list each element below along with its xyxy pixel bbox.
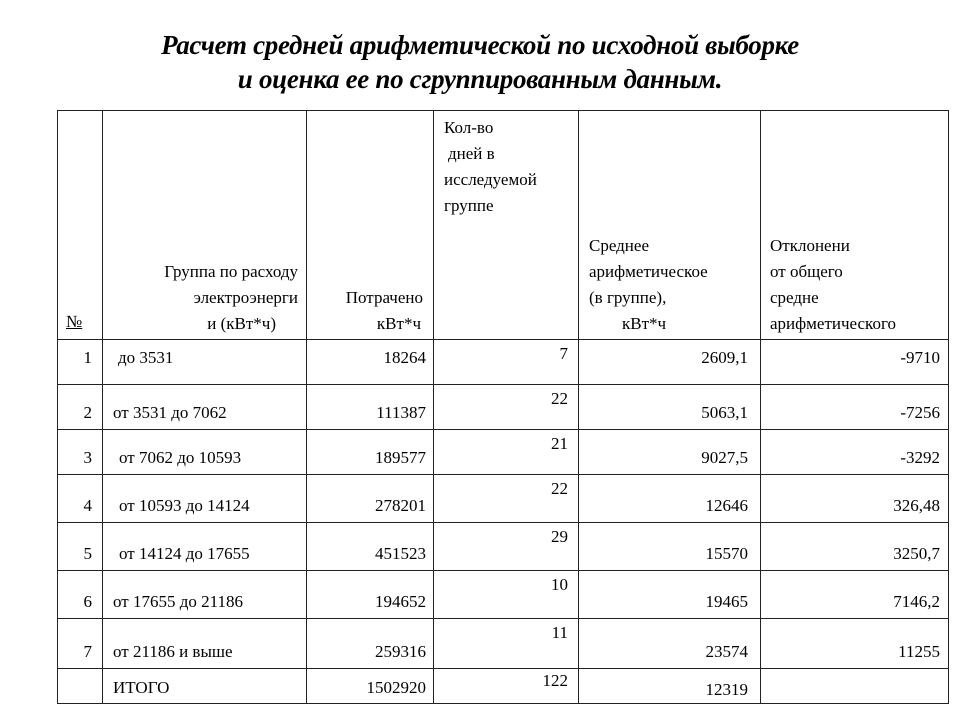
- header-deviation: Отклонени от общего средне арифметического: [761, 111, 949, 340]
- row-no: 4: [83, 496, 92, 515]
- row-group: от 17655 до 21186: [113, 592, 243, 611]
- row-spent: 259316: [375, 642, 426, 661]
- header-spent: Потрачено кВт*ч: [307, 111, 434, 340]
- header-mean: Среднее арифметическое (в группе), кВт*ч: [579, 111, 761, 340]
- row-deviation: 7146,2: [893, 592, 940, 611]
- title-line-2: и оценка ее по сгруппированным данным.: [237, 64, 723, 94]
- table-row: [58, 340, 949, 385]
- data-table: [57, 110, 949, 704]
- row-days: 7: [559, 344, 568, 363]
- table-row: [58, 523, 949, 571]
- page-title: [0, 28, 960, 96]
- row-spent: 451523: [375, 544, 426, 563]
- header-no: №: [58, 111, 103, 340]
- row-no: 1: [83, 348, 92, 367]
- row-days: 10: [551, 575, 568, 594]
- row-days: 11: [551, 623, 568, 642]
- header-group: Группа по расходу электроэнерги и (кВт*ч): [103, 111, 307, 340]
- row-deviation: -9710: [900, 348, 940, 367]
- header-days: Кол-во дней в исследуемой группе: [434, 111, 579, 340]
- row-group: от 3531 до 7062: [113, 403, 227, 422]
- table-row: [58, 385, 949, 430]
- row-spent: 18264: [383, 348, 426, 367]
- row-days: 22: [551, 389, 568, 408]
- row-mean: 15570: [705, 544, 748, 563]
- row-group: до 3531: [118, 348, 174, 367]
- row-deviation: -7256: [900, 403, 940, 422]
- title-line-1: Расчет средней арифметической по исходной выборке: [161, 30, 799, 60]
- total-days: 122: [542, 671, 568, 690]
- row-no: 3: [83, 448, 92, 467]
- row-days: 22: [551, 479, 568, 498]
- row-no: 5: [83, 544, 92, 563]
- row-mean: 9027,5: [701, 448, 748, 467]
- row-group: от 21186 и выше: [113, 642, 233, 661]
- row-group: от 7062 до 10593: [119, 448, 242, 467]
- row-mean: 19465: [705, 592, 748, 611]
- table-row: [58, 430, 949, 475]
- row-mean: 12646: [705, 496, 748, 515]
- row-days: 21: [551, 434, 568, 453]
- row-no: 2: [83, 403, 92, 422]
- table-row: [58, 571, 949, 619]
- total-row: [58, 669, 949, 704]
- row-deviation: 11255: [898, 642, 940, 661]
- row-mean: 23574: [705, 642, 748, 661]
- row-group: от 14124 до 17655: [119, 544, 250, 563]
- header-row: [58, 111, 949, 340]
- row-spent: 194652: [375, 592, 426, 611]
- row-deviation: 3250,7: [893, 544, 940, 563]
- row-no: 6: [83, 592, 92, 611]
- row-spent: 111387: [376, 403, 426, 422]
- row-days: 29: [551, 527, 568, 546]
- row-spent: 278201: [375, 496, 426, 515]
- row-mean: 2609,1: [701, 348, 748, 367]
- row-deviation: 326,48: [893, 496, 940, 515]
- table-row: [58, 475, 949, 523]
- row-no: 7: [83, 642, 92, 661]
- total-label: ИТОГО: [113, 678, 170, 697]
- row-spent: 189577: [375, 448, 426, 467]
- total-spent: 1502920: [366, 678, 426, 697]
- total-mean: 12319: [705, 680, 748, 699]
- table-row: [58, 619, 949, 669]
- row-group: от 10593 до 14124: [119, 496, 250, 515]
- row-deviation: -3292: [900, 448, 940, 467]
- row-mean: 5063,1: [701, 403, 748, 422]
